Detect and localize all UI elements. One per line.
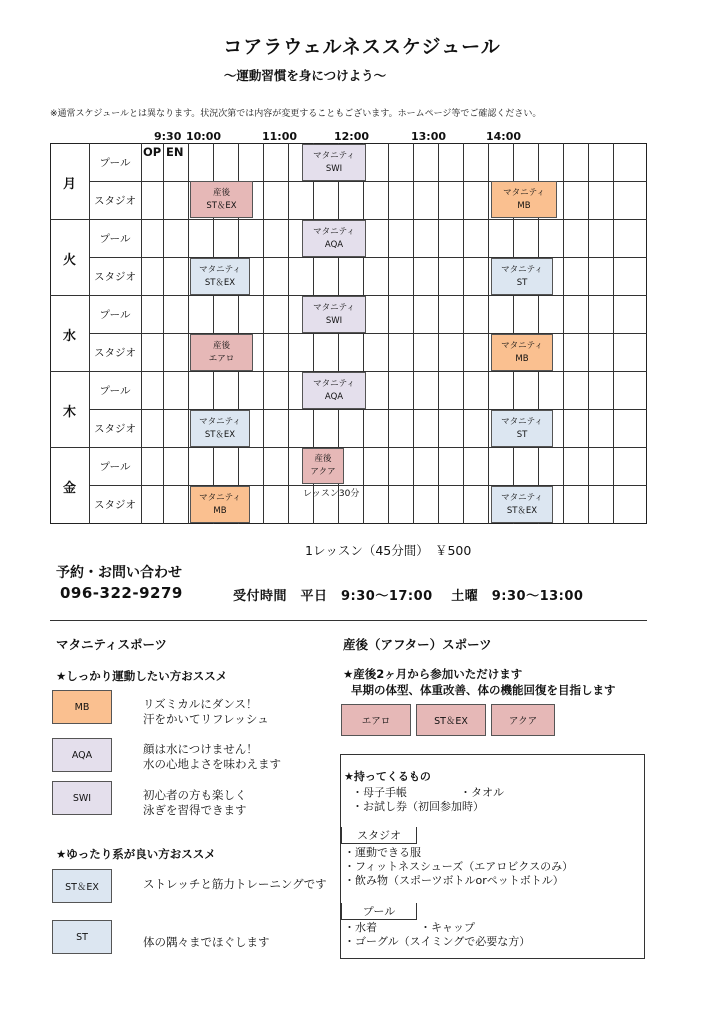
lesson-block[interactable] xyxy=(302,296,366,333)
lesson-code: AQA xyxy=(324,391,344,402)
row-label-studio: スタジオ xyxy=(94,195,136,207)
lesson-type: マタニティ xyxy=(199,264,241,275)
lesson-code: ST＆EX xyxy=(204,429,236,440)
legend-aqa-desc: 顔は水につけません！ 水の心地よさを味わえます xyxy=(143,742,281,771)
lesson-block[interactable] xyxy=(302,220,366,257)
bring-item: ・母子手帳 xyxy=(352,786,407,799)
page-subtitle: ～運動習慣を身につけよう～ xyxy=(223,68,387,83)
lesson-code: ST＆EX xyxy=(506,505,538,516)
lesson-code: AQA xyxy=(324,239,344,250)
maternity-group2: ★ゆったり系が良い方おススメ xyxy=(56,847,216,861)
lesson-type: 産後 xyxy=(212,340,230,351)
row-label-studio: スタジオ xyxy=(94,347,136,359)
grid-line xyxy=(89,485,647,486)
lesson-block[interactable] xyxy=(302,372,366,409)
lesson-type: マタニティ xyxy=(503,187,545,198)
lesson-code: アクア xyxy=(310,467,336,477)
legend-swi: SWI xyxy=(52,781,112,815)
lesson-block[interactable] xyxy=(190,486,250,523)
lesson-block[interactable] xyxy=(491,181,557,218)
lesson-code: MB xyxy=(517,200,531,211)
lesson-code: ST＆EX xyxy=(206,200,237,211)
row-label-pool: プール xyxy=(99,461,131,473)
lesson-type: マタニティ xyxy=(501,416,543,427)
lesson-code: SWI xyxy=(325,163,343,174)
lesson-block[interactable] xyxy=(491,486,553,523)
lesson-type: マタニティ xyxy=(313,226,355,237)
grid-line xyxy=(89,181,647,182)
bring-item: ・キャップ xyxy=(420,921,475,934)
lesson-code: MB xyxy=(213,505,227,516)
open-label-en: EN xyxy=(166,145,184,159)
lesson-code: ST xyxy=(516,429,528,440)
lesson-block[interactable] xyxy=(190,410,250,447)
day-label-thu: 木 xyxy=(62,405,76,420)
time-label: 13:00 xyxy=(411,130,447,143)
day-label-fri: 金 xyxy=(62,481,76,496)
row-label-pool: プール xyxy=(99,157,131,169)
lesson-type: マタニティ xyxy=(199,492,241,503)
time-label: 11:00 xyxy=(262,130,298,143)
legend-aqua: アクア xyxy=(491,704,555,736)
lesson-block[interactable] xyxy=(491,334,553,371)
lesson-duration-note: レッスン30分 xyxy=(303,489,360,499)
grid-line xyxy=(89,409,647,410)
lesson-block[interactable] xyxy=(491,410,553,447)
time-label: 10:00 xyxy=(186,130,222,143)
legend-st: ST xyxy=(52,920,112,954)
studio-items: ・運動できる服 ・フィットネスシューズ（エアロビクスのみ） ・飲み物（スポーツボトルorペットボトル） xyxy=(344,846,574,887)
bring-item: ・タオル xyxy=(460,786,504,799)
grid-line xyxy=(50,447,647,448)
lesson-type: マタニティ xyxy=(199,416,241,427)
lesson-code: ST＆EX xyxy=(204,277,236,288)
lesson-block[interactable] xyxy=(302,144,366,181)
row-label-studio: スタジオ xyxy=(94,271,136,283)
legend-aqa: AQA xyxy=(52,738,112,772)
lesson-code: MB xyxy=(515,353,529,364)
bring-item: ・お試し券（初回参加時） xyxy=(352,800,484,813)
bring-heading: ★持ってくるもの xyxy=(344,770,431,783)
lesson-type: マタニティ xyxy=(313,378,355,389)
grid-line xyxy=(89,333,647,334)
day-label-tue: 火 xyxy=(62,253,76,268)
reception-hours: 受付時間 平日 9:30～17:00 土曜 9:30～13:00 xyxy=(233,589,584,604)
lesson-code: ST xyxy=(516,277,528,288)
open-label-op: OP xyxy=(143,145,162,159)
postnatal-line1: ★産後2ヶ月から参加いただけます xyxy=(343,667,523,681)
lesson-type: マタニティ xyxy=(501,492,543,503)
lesson-type: マタニティ xyxy=(501,340,543,351)
price-text: 1レッスン（45分間） ￥500 xyxy=(305,543,472,558)
lesson-block[interactable] xyxy=(302,448,344,484)
postnatal-heading: 産後（アフター）スポーツ xyxy=(343,637,492,652)
legend-mb-desc: リズミカルにダンス！ 汗をかいてリフレッシュ xyxy=(143,697,269,726)
grid-line xyxy=(89,257,647,258)
lesson-type: 産後 xyxy=(212,187,230,198)
lesson-block[interactable] xyxy=(190,258,250,295)
maternity-group1: ★しっかり運動したい方おススメ xyxy=(56,669,228,683)
postnatal-line2: 早期の体型、体重改善、体の機能回復を目指します xyxy=(351,683,616,697)
legend-mb: MB xyxy=(52,690,112,724)
legend-stex: ST＆EX xyxy=(52,869,112,903)
time-label: 12:00 xyxy=(334,130,370,143)
legend-stex-desc: ストレッチと筋力トレーニングです xyxy=(143,877,327,891)
bring-item: ・ゴーグル（スイミングで必要な方） xyxy=(344,935,531,948)
lesson-block[interactable] xyxy=(190,334,253,371)
row-label-pool: プール xyxy=(99,233,131,245)
time-label: 9:30 xyxy=(154,130,182,143)
contact-heading: 予約・お問い合わせ xyxy=(56,565,182,581)
bring-item: ・水着 xyxy=(344,921,377,934)
day-label-mon: 月 xyxy=(62,177,76,192)
pool-section-label: プール xyxy=(341,903,417,920)
studio-section-label: スタジオ xyxy=(341,827,417,844)
lesson-code: SWI xyxy=(325,315,343,326)
lesson-block[interactable] xyxy=(491,258,553,295)
row-label-pool: プール xyxy=(99,309,131,321)
lesson-block[interactable] xyxy=(190,181,253,218)
schedule-grid xyxy=(50,143,647,524)
lesson-type: マタニティ xyxy=(313,150,355,161)
day-label-wed: 水 xyxy=(62,329,76,344)
legend-swi-desc: 初心者の方も楽しく 泳ぎを習得できます xyxy=(143,788,247,817)
row-label-pool: プール xyxy=(99,385,131,397)
lesson-type: マタニティ xyxy=(501,264,543,275)
lesson-code: エアロ xyxy=(208,353,235,364)
notice-text: ※通常スケジュールとは異なります。状況次第では内容が変更することもございます。ホームページ等でご確認ください。 xyxy=(50,109,542,119)
legend-st-desc: 体の隅々までほぐします xyxy=(143,935,270,949)
maternity-heading: マタニティスポーツ xyxy=(56,637,168,652)
time-label: 14:00 xyxy=(486,130,522,143)
lesson-type: 産後 xyxy=(314,454,332,464)
legend-post-stex: ST＆EX xyxy=(416,704,486,736)
section-divider xyxy=(50,620,647,621)
row-label-studio: スタジオ xyxy=(94,499,136,511)
page-title: コアラウェルネススケジュール xyxy=(223,36,501,58)
row-label-studio: スタジオ xyxy=(94,423,136,435)
phone-number[interactable]: 096-322-9279 xyxy=(60,584,183,602)
legend-aero: エアロ xyxy=(341,704,411,736)
lesson-type: マタニティ xyxy=(313,302,355,313)
